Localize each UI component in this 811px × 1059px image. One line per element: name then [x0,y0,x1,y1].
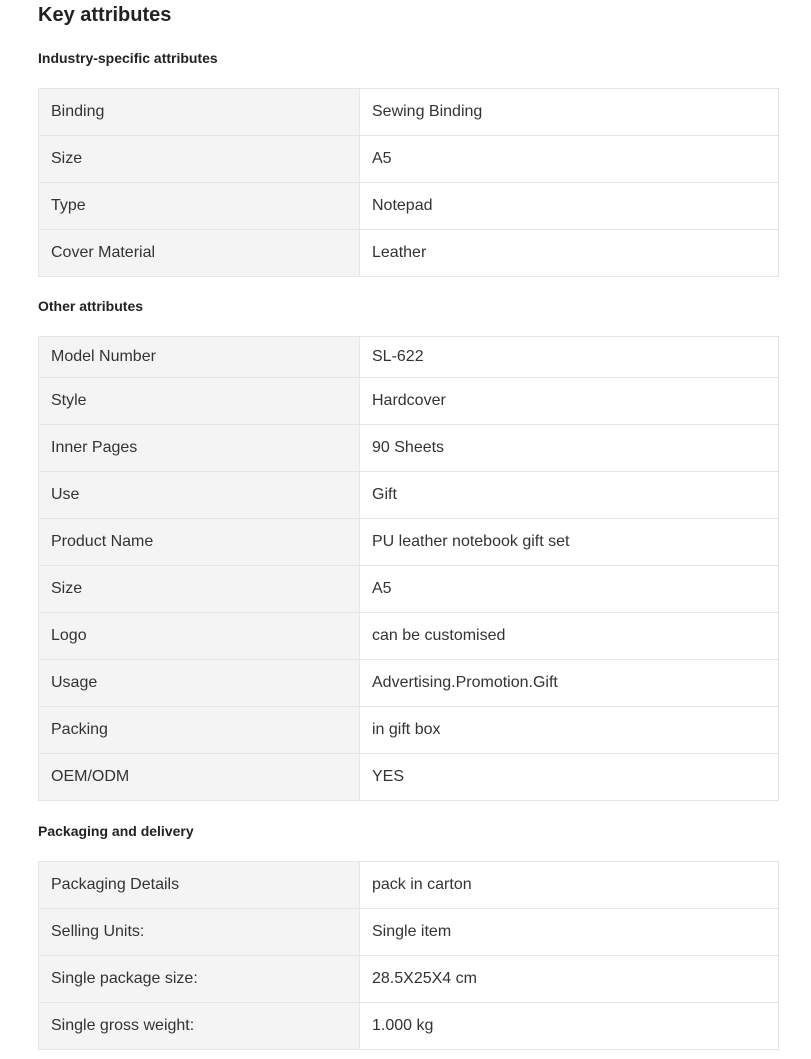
attribute-key: Logo [39,613,360,660]
section-title-packaging: Packaging and delivery [38,823,194,839]
attribute-value: Hardcover [360,378,779,425]
table-row [39,1003,779,1050]
table-row [39,754,779,801]
attribute-key: Use [39,472,360,519]
packaging-delivery-table [38,861,779,1050]
table-row [39,660,779,707]
table-row [39,183,779,230]
attribute-key: Inner Pages [39,425,360,472]
table-row [39,862,779,909]
table-row [39,909,779,956]
attribute-value: YES [360,754,779,801]
attribute-value: Gift [360,472,779,519]
attribute-value: Notepad [360,183,779,230]
other-attributes-table [38,336,779,801]
table-row [39,707,779,754]
attribute-value: pack in carton [360,862,779,909]
attribute-value: in gift box [360,707,779,754]
section-title-industry: Industry-specific attributes [38,50,218,66]
attribute-key: Cover Material [39,230,360,277]
attribute-value: can be customised [360,613,779,660]
attribute-value: A5 [360,136,779,183]
table-row [39,230,779,277]
section-title-other: Other attributes [38,298,144,314]
attribute-value: SL-622 [360,337,779,378]
attribute-key: Binding [39,89,360,136]
attribute-value: 1.000 kg [360,1003,779,1050]
attribute-key: Single gross weight: [39,1003,360,1050]
attribute-key: Selling Units: [39,909,360,956]
attribute-key: Size [39,566,360,613]
attribute-value: Leather [360,230,779,277]
table-row [39,956,779,1003]
page-title: Key attributes [38,4,172,26]
table-row [39,472,779,519]
attribute-key: Size [39,136,360,183]
attribute-key: Style [39,378,360,425]
industry-attributes-table [38,88,779,277]
attribute-key: Packaging Details [39,862,360,909]
attribute-key: Single package size: [39,956,360,1003]
table-row [39,378,779,425]
table-row [39,337,779,378]
table-row [39,519,779,566]
attribute-key: Type [39,183,360,230]
attribute-key: Usage [39,660,360,707]
attribute-value: Advertising.Promotion.Gift [360,660,779,707]
attribute-value: Sewing Binding [360,89,779,136]
table-row [39,425,779,472]
attribute-key: Product Name [39,519,360,566]
attribute-key: OEM/ODM [39,754,360,801]
attribute-value: PU leather notebook gift set [360,519,779,566]
table-row [39,136,779,183]
attribute-value: Single item [360,909,779,956]
table-row [39,89,779,136]
attribute-value: A5 [360,566,779,613]
attribute-key: Model Number [39,337,360,378]
attribute-key: Packing [39,707,360,754]
attribute-value: 90 Sheets [360,425,779,472]
table-row [39,566,779,613]
attribute-value: 28.5X25X4 cm [360,956,779,1003]
table-row [39,613,779,660]
